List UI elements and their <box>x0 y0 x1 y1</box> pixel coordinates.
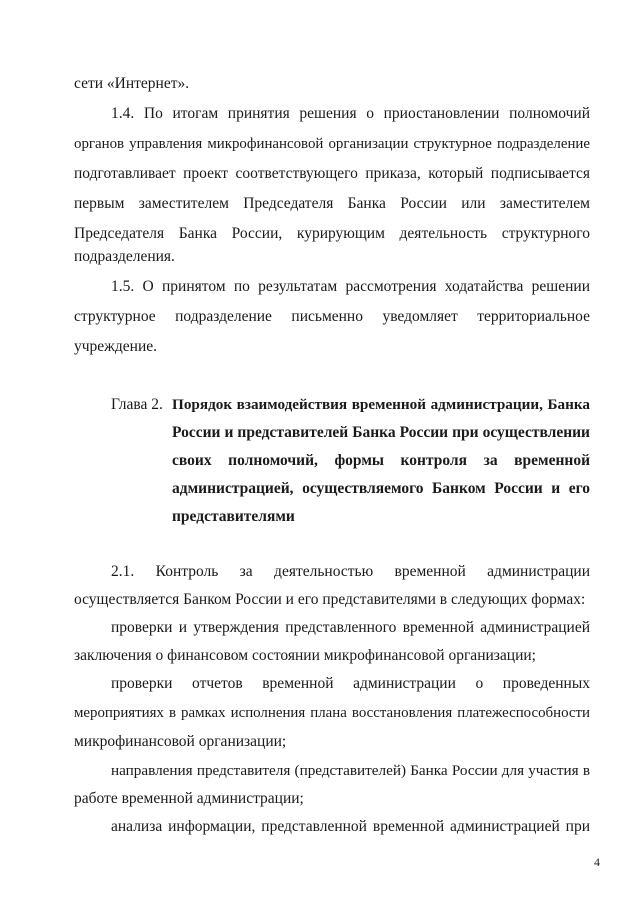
chapter-title-line: России и представителей Банка России при осуществлении <box>172 424 590 441</box>
paragraph-line: проверки и утверждения представленного временной администрацией <box>111 619 590 636</box>
paragraph-line: органов управления микрофинансовой организации структурное подразделение <box>74 136 590 152</box>
paragraph-line: первым заместителем Председателя Банка России или заместителем <box>74 195 590 212</box>
paragraph-line: мероприятиях в рамках исполнения плана восстановления платежеспособности <box>74 705 590 721</box>
paragraph-line: осуществляется Банком России и его представителями в следующих формах: <box>74 591 586 608</box>
paragraph-line: учреждение. <box>74 338 157 355</box>
chapter-title-line: Порядок взаимодействия временной администрации, Банка <box>172 396 590 413</box>
paragraph-line: проверки отчетов временной администрации о проведенных <box>111 675 590 692</box>
paragraph-line: направления представителя (представителей) Банка России для участия в <box>111 762 590 779</box>
chapter-title-line: представителями <box>172 508 295 525</box>
paragraph-line: микрофинансовой организации; <box>74 733 287 750</box>
chapter-title-line: своих полномочий, формы контроля за временной <box>172 452 590 469</box>
paragraph-line: Председателя Банка России, курирующим деятельность структурного <box>74 225 590 242</box>
paragraph-line: 1.4. По итогам принятия решения о приостановлении полномочий <box>111 105 590 122</box>
paragraph-line: работе временной администрации; <box>74 790 304 807</box>
chapter-title-line: администрацией, осуществляемого Банком России и его <box>172 480 590 497</box>
chapter-label: Глава 2. <box>111 396 163 413</box>
paragraph-line: структурное подразделение письменно уведомляет территориальное <box>74 308 590 325</box>
paragraph-line: подготавливает проект соответствующего приказа, который подписывается <box>74 165 590 182</box>
paragraph-line: сети «Интернет». <box>74 75 190 92</box>
paragraph-line: подразделения. <box>74 248 175 265</box>
page-number: 4 <box>594 855 600 869</box>
paragraph-line: 2.1. Контроль за деятельностью временной администрации <box>111 563 590 580</box>
paragraph-line: анализа информации, представленной временной администрацией при <box>111 818 590 835</box>
paragraph-line: 1.5. О принятом по результатам рассмотрения ходатайства решении <box>111 278 590 295</box>
paragraph-line: заключения о финансовом состоянии микрофинансовой организации; <box>74 647 536 664</box>
